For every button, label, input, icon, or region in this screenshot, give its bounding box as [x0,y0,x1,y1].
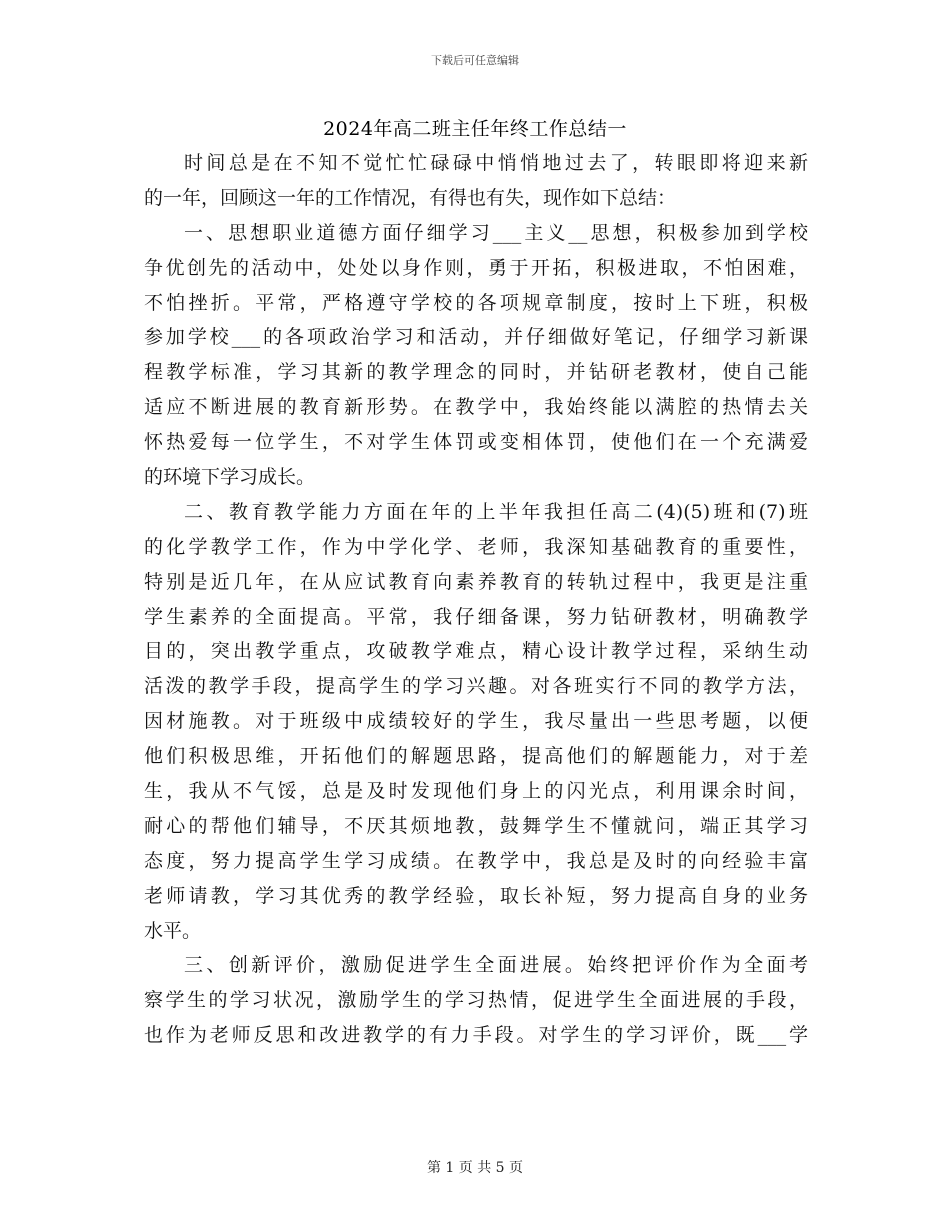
body-line: 争优创先的活动中，处处以身作则，勇于开拓，积极进取，不怕困难， [144,256,808,279]
document-body [144,146,808,1053]
body-line: 的一年，回顾这一年的工作情况，有得也有失，现作如下总结： [144,186,677,209]
body-line: 也作为老师反思和改进教学的有力手段。对学生的学习评价，既___学 [144,1024,808,1047]
body-line: 的化学教学工作，作为中学化学、老师，我深知基础教育的重要性， [144,535,808,558]
body-line: 他们积极思维，开拓他们的解题思路，提高他们的解题能力，对于差 [144,745,808,768]
body-line: 因材施教。对于班级中成绩较好的学生，我尽量出一些思考题，以便 [144,710,808,733]
page-footer: 第 1 页 共 5 页 [426,1160,524,1176]
page-header-note: 下载后可任意编辑 [431,54,519,67]
body-line: 二、教育教学能力方面在年的上半年我担任高二(4)(5)班和(7)班 [184,500,808,523]
body-line: 耐心的帮他们辅导，不厌其烦地教，鼓舞学生不懂就问，端正其学习 [144,814,808,837]
body-line: 目的，突出教学重点，攻破教学难点，精心设计教学过程，采纳生动 [144,640,808,663]
body-line: 不怕挫折。平常，严格遵守学校的各项规章制度，按时上下班，积极 [144,291,808,314]
body-line: 察学生的学习状况，激励学生的学习热情，促进学生全面进展的手段， [144,989,808,1012]
body-line: 老师请教，学习其优秀的教学经验，取长补短，努力提高自身的业务 [144,884,808,907]
body-line: 水平。 [144,919,202,942]
body-line: 的环境下学习成长。 [144,466,316,489]
body-line: 怀热爱每一位学生，不对学生体罚或变相体罚，使他们在一个充满爱 [144,431,808,454]
body-line: 学生素养的全面提高。平常，我仔细备课，努力钻研教材，明确教学 [144,605,808,628]
body-line: 态度，努力提高学生学习成绩。在教学中，我总是及时的向经验丰富 [144,849,808,872]
body-line: 适应不断进展的教育新形势。在教学中，我始终能以满腔的热情去关 [144,396,808,419]
body-line: 时间总是在不知不觉忙忙碌碌中悄悄地过去了，转眼即将迎来新 [184,152,808,174]
body-line: 程教学标准，学习其新的教学理念的同时，并钻研老教材，使自己能 [144,361,808,384]
body-line: 活泼的教学手段，提高学生的学习兴趣。对各班实行不同的教学方法， [144,675,808,698]
body-line: 一、思想职业道德方面仔细学习___主义__思想，积极参加到学校 [184,221,808,244]
document-title: 2024年高二班主任年终工作总结一 [323,118,627,140]
body-line: 特别是近几年，在从应试教育向素养教育的转轨过程中，我更是注重 [144,570,808,593]
body-line: 三、创新评价，激励促进学生全面进展。始终把评价作为全面考 [184,954,808,977]
body-line: 生，我从不气馁，总是及时发现他们身上的闪光点，利用课余时间， [144,780,808,803]
body-line: 参加学校___的各项政治学习和活动，并仔细做好笔记，仔细学习新课 [144,326,808,349]
